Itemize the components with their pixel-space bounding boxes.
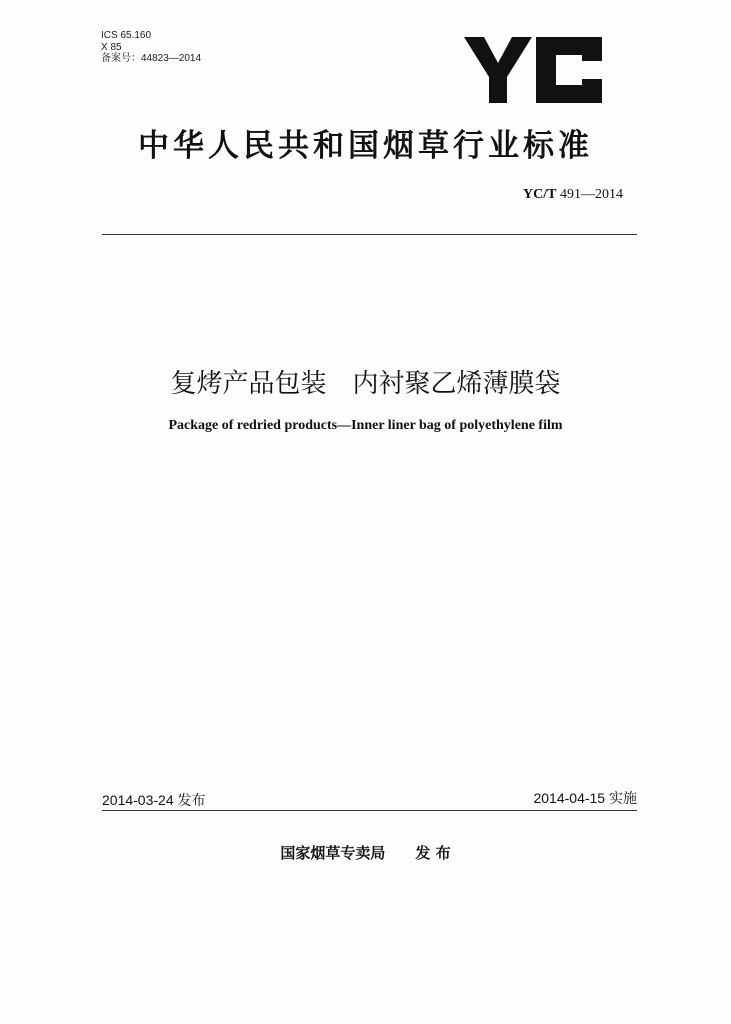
- standard-number-suffix: 491—2014: [560, 187, 623, 202]
- chinese-title: [0, 363, 731, 400]
- record-number: 备案号：44823—2014: [101, 53, 202, 64]
- english-title: Package of redried products—Inner liner bag of polyethylene film: [168, 418, 563, 433]
- chinese-title-part1: 复烤产品包装: [170, 369, 327, 399]
- ics-code: ICS 65.160: [101, 30, 152, 41]
- industry-standard-title: 中华人民共和国烟草行业标准: [138, 128, 593, 164]
- yc-logo: [462, 33, 604, 105]
- issue-date: 2014-03-24 发布: [102, 792, 206, 808]
- issuer-action: 发 布: [415, 844, 451, 862]
- chinese-title-part2: 内衬聚乙烯薄膜袋: [352, 369, 561, 399]
- issuer-line: [0, 842, 731, 863]
- standard-number-prefix: YC/T: [523, 187, 557, 202]
- bottom-divider: [102, 810, 637, 811]
- standard-number: [523, 187, 623, 203]
- top-divider: [102, 234, 637, 235]
- classification-block: [101, 30, 201, 65]
- category-code: X 85: [101, 41, 122, 53]
- implementation-date: 2014-04-15 实施: [533, 790, 637, 806]
- issuer-name: 国家烟草专卖局: [280, 844, 386, 862]
